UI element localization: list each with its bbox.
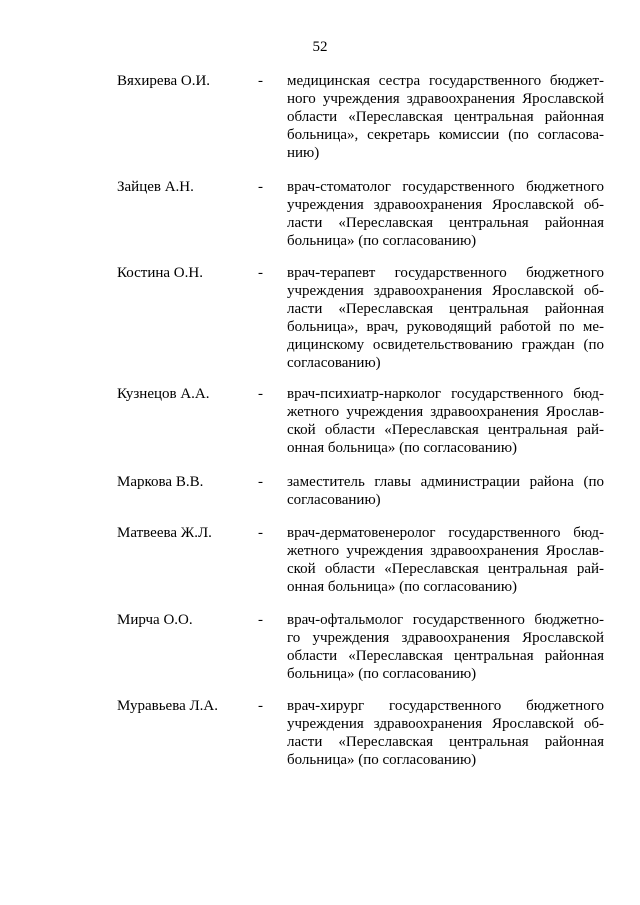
- position-line: области «Переславская центральная районная: [287, 648, 604, 664]
- position-line: врач-дерматовенеролог государственного бюд-: [287, 525, 604, 541]
- position-line: согласованию): [287, 492, 381, 508]
- position-line: больница», врач, руководящий работой по ме-: [287, 319, 604, 335]
- position-line: врач-стоматолог государственного бюджетного: [287, 179, 604, 195]
- position-line: медицинская сестра государственного бюджет-: [287, 73, 604, 89]
- position-line: больница» (по согласованию): [287, 233, 477, 249]
- position-line: онная больница» (по согласованию): [287, 440, 518, 456]
- dash-separator: -: [258, 265, 263, 281]
- position-line: врач-терапевт государственного бюджетного: [287, 265, 604, 281]
- position-line: согласованию): [287, 355, 381, 371]
- position-line: учреждения здравоохранения Ярославской об-: [287, 197, 604, 213]
- member-name: Маркова В.В.: [117, 474, 204, 490]
- member-position: [287, 264, 604, 372]
- position-line: врач-хирург государственного бюджетного: [287, 698, 604, 714]
- dash-separator: -: [258, 386, 263, 402]
- position-line: больница» (по согласованию): [287, 666, 477, 682]
- position-line: больница» (по согласованию): [287, 752, 477, 768]
- dash-separator: -: [258, 525, 263, 541]
- position-line: ного учреждения здравоохранения Ярославской: [287, 91, 604, 107]
- member-position: [287, 524, 604, 596]
- position-line: ласти «Переславская центральная районная: [287, 301, 604, 317]
- member-position: [287, 72, 604, 162]
- dash-separator: -: [258, 612, 263, 628]
- member-name: Муравьева Л.А.: [117, 698, 219, 714]
- position-line: нию): [287, 145, 320, 161]
- position-line: жетного учреждения здравоохранения Ярослав-: [287, 404, 604, 420]
- position-line: области «Переславская центральная районная: [287, 109, 604, 125]
- dash-separator: -: [258, 698, 263, 714]
- dash-separator: -: [258, 179, 263, 195]
- position-line: онная больница» (по согласованию): [287, 579, 518, 595]
- member-position: [287, 385, 604, 457]
- position-line: ской области «Переславская центральная рай-: [287, 561, 604, 577]
- position-line: врач-офтальмолог государственного бюджетно-: [287, 612, 604, 628]
- position-line: ласти «Переславская центральная районная: [287, 215, 604, 231]
- position-line: ской области «Переславская центральная рай-: [287, 422, 604, 438]
- member-name: Матвеева Ж.Л.: [117, 525, 212, 541]
- member-position: [287, 178, 604, 250]
- member-name: Костина О.Н.: [117, 265, 203, 281]
- member-position: [287, 697, 604, 769]
- position-line: учреждения здравоохранения Ярославской об-: [287, 716, 604, 732]
- position-line: заместитель главы администрации района (по: [287, 474, 604, 490]
- position-line: дицинскому освидетельствованию граждан (по: [287, 337, 604, 353]
- dash-separator: -: [258, 73, 263, 89]
- position-line: ласти «Переславская центральная районная: [287, 734, 604, 750]
- position-line: го учреждения здравоохранения Ярославской: [287, 630, 604, 646]
- member-name: Вяхирева О.И.: [117, 73, 211, 89]
- position-line: учреждения здравоохранения Ярославской об-: [287, 283, 604, 299]
- position-line: больница», секретарь комиссии (по согласова-: [287, 127, 604, 143]
- position-line: врач-психиатр-нарколог государственного бюд-: [287, 386, 604, 402]
- member-name: Кузнецов А.А.: [117, 386, 210, 402]
- member-name: Мирча О.О.: [117, 612, 193, 628]
- member-name: Зайцев А.Н.: [117, 179, 194, 195]
- dash-separator: -: [258, 474, 263, 490]
- position-line: жетного учреждения здравоохранения Ярослав-: [287, 543, 604, 559]
- member-position: [287, 473, 604, 509]
- member-position: [287, 611, 604, 683]
- page-number: 52: [312, 39, 328, 55]
